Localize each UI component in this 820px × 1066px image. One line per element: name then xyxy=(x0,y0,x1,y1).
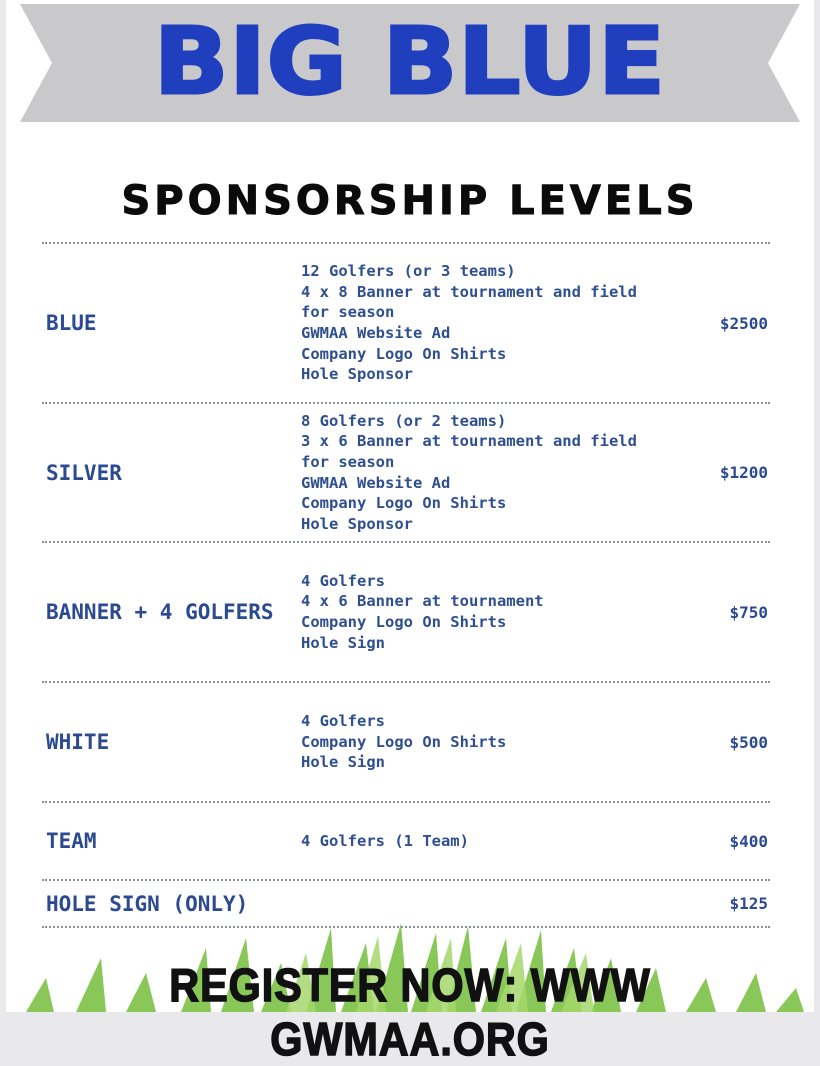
level-row-team xyxy=(42,801,770,879)
level-price: $125 xyxy=(729,894,768,913)
sponsorship-table xyxy=(42,242,770,928)
benefit-item: GWMAA Website Ad xyxy=(301,473,451,492)
benefit-item: Company Logo On Shirts xyxy=(301,344,507,363)
register-cta: REGISTER NOW: WWW GWMAA.ORG xyxy=(169,959,651,1065)
benefit-item: Hole Sponsor xyxy=(301,365,413,384)
benefit-item: 3 x 6 Banner at tournament and field xyxy=(301,432,637,451)
benefit-item: 4 Golfers xyxy=(301,571,385,590)
level-name: BANNER + 4 GOLFERS xyxy=(46,600,274,624)
benefit-item: GWMAA Website Ad xyxy=(301,324,451,342)
level-benefits xyxy=(301,261,668,385)
benefit-item: Hole Sign xyxy=(301,753,385,772)
level-benefits xyxy=(301,411,668,535)
level-name: BLUE xyxy=(46,311,97,335)
level-price: $500 xyxy=(729,732,768,752)
flyer-page xyxy=(6,0,814,1065)
benefit-item: 4 x 8 Banner at tournament and field xyxy=(301,282,637,301)
level-benefits xyxy=(301,571,668,653)
level-row-silver xyxy=(42,402,770,541)
level-price: $2500 xyxy=(719,313,768,333)
benefit-item: 12 Golfers (or 3 teams) xyxy=(301,262,516,281)
level-row-white xyxy=(42,681,770,801)
benefit-item: Company Logo On Shirts xyxy=(301,494,507,513)
benefit-item: 4 x 6 Banner at tournament xyxy=(301,592,544,611)
level-benefits xyxy=(301,711,668,773)
benefit-item: 8 Golfers (or 2 teams) xyxy=(301,411,507,430)
benefit-item: 4 Golfers (1 Team) xyxy=(301,831,469,850)
benefit-item: Hole Sign xyxy=(301,633,385,652)
level-name: WHITE xyxy=(46,730,110,754)
level-row-blue xyxy=(42,242,770,402)
level-benefits xyxy=(301,831,668,852)
level-name: HOLE SIGN (ONLY) xyxy=(46,891,249,916)
level-price: $750 xyxy=(729,602,768,622)
level-price: $400 xyxy=(729,831,768,851)
benefit-item: for season xyxy=(301,303,395,322)
benefit-item: Hole Sponsor xyxy=(301,514,413,533)
benefit-item: 4 Golfers xyxy=(301,712,385,731)
level-row-banner xyxy=(42,541,770,681)
level-name: SILVER xyxy=(46,460,122,485)
title-ribbon xyxy=(20,4,800,122)
benefit-item: for season xyxy=(301,452,395,471)
level-name: TEAM xyxy=(46,829,97,853)
benefit-item: Company Logo On Shirts xyxy=(301,732,507,751)
page-heading: SPONSORSHIP LEVELS xyxy=(121,178,699,224)
level-price: $1200 xyxy=(719,463,768,482)
benefit-item: Company Logo On Shirts xyxy=(301,613,507,631)
event-title: BIG BLUE xyxy=(154,8,666,115)
